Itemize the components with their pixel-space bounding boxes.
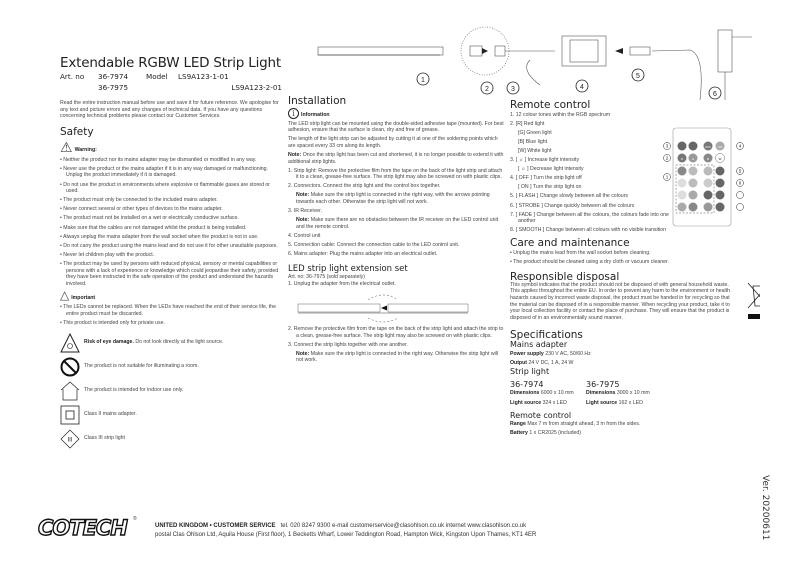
footer-country: UNITED KINGDOM • CUSTOMER SERVICE — [155, 523, 276, 529]
list-item: • This product is intended only for private use. — [60, 320, 282, 327]
remote-illustration — [662, 125, 746, 229]
note-text: Make sure there are no obstacles between the IR receiver on the LED control unit and the remote control. — [296, 217, 499, 230]
note-label: Note: — [296, 217, 310, 224]
class2-text: Class II mains adapter. — [84, 411, 137, 418]
remote-item: 1. 12 colour tones within the RGB spectrum — [510, 111, 611, 118]
list-item: • Never connect several or other types of devices to the mains adapter. — [60, 206, 282, 213]
note-text: Make sure the strip light is connected in the right way. Otherwise the strip light will not work. — [296, 350, 499, 364]
step-item: 6. Mains adapter: Plug the mains adapter into an electrical outlet. — [288, 251, 438, 258]
remote-button-on: ON — [717, 145, 723, 149]
spec-value: 162 x LED — [618, 399, 643, 406]
remote-item: [G] Green light — [518, 129, 552, 136]
installation-heading: Installation — [288, 95, 347, 107]
middle-column — [288, 95, 506, 366]
indoor-text: The product is intended for indoor use only. — [84, 387, 184, 394]
remote-callout-6: 6 — [738, 180, 742, 186]
art-no-1: 36-7974 — [98, 72, 129, 81]
safety-heading: Safety — [60, 125, 94, 138]
information-label: Information — [301, 112, 330, 118]
spec-label: Dimensions — [586, 390, 616, 397]
spec-label: Light source — [510, 399, 542, 406]
remote-item: 8. [ SMOOTH ] Change between all colours with no visible transition — [510, 227, 666, 234]
spec-label: Battery — [510, 430, 528, 437]
class-iii-icon — [60, 429, 80, 449]
article-numbers — [60, 71, 282, 93]
extension-art: Art. no: 36-7975 (sold separately) — [288, 274, 365, 281]
indoor-use-icon — [60, 381, 80, 401]
spec-value: 3000 x 10 mm — [616, 390, 650, 397]
strip-heading: Strip light — [510, 367, 550, 377]
step-item: 1. Strip light: Remove the protective film from the tape on the back of the light strip and attach it to a clean, grease-free surface. The strip light may also be screwed on with plastic clips. — [288, 167, 503, 181]
list-item: • The product must only be connected to the included mains adapter. — [60, 197, 282, 204]
warning-label: Warning: — [74, 147, 97, 154]
callout-5: 5 — [636, 73, 640, 80]
care-heading: Care and maintenance — [510, 236, 630, 249]
disposal-heading: Responsible disposal — [510, 271, 620, 284]
remote-callout-1: 1 — [665, 174, 669, 180]
list-item: • The LEDs cannot be replaced. When the LEDs have reached the end of their service life, the entire product must be discarded. — [60, 304, 282, 317]
spec-value: 6000 x 10 mm — [540, 390, 574, 397]
room-text: The product is not suitable for illuminating a room. — [84, 363, 199, 370]
weee-bin-icon — [747, 282, 760, 322]
remote-item: [ ☼ ] Decrease light intensity — [518, 166, 584, 173]
spec-art-2: 36-7975 — [586, 379, 620, 389]
extension-step-3: 3. Connect the strip lights together with one another. — [288, 341, 408, 348]
page-title: Extendable RGBW LED Strip Light — [60, 55, 281, 71]
remote-button-r: R — [680, 157, 684, 161]
install-paragraph: The length of the light strip can be adjusted by cutting it at one of the soldering points which are spaced every 33 cm along its length. — [288, 136, 498, 149]
install-paragraph: The LED strip light can be mounted using the double-sided adhesive tape (mounted). For best adhesion, ensure that the surface is clean, dry and free of grease. — [288, 120, 504, 134]
footer-contact — [155, 522, 536, 539]
callout-4: 4 — [580, 84, 584, 91]
list-item: • The product should be cleaned using a dry cloth or vacuum cleaner. — [510, 259, 760, 266]
list-item: • Never let children play with the product. — [60, 252, 282, 259]
eye-warning-text: Do not look directly at the light source. — [135, 339, 224, 346]
important-list — [60, 304, 282, 326]
spec-label: Output — [510, 360, 527, 367]
important-icon: △ — [60, 288, 70, 303]
model-label: Model — [146, 72, 168, 81]
callout-1: 1 — [421, 77, 425, 84]
left-column — [60, 55, 282, 453]
registered-mark: ® — [133, 516, 137, 522]
remote-callout-2: 2 — [665, 155, 669, 161]
intro-text: Read the entire instruction manual before use and save it for future reference. We apologise for any text and picture errors and any changes of technical data. If you have any questions concerning technical problems please contact our Customer Services. — [60, 100, 279, 120]
remote-item: 3. [ ☼ ] Increase light intensity — [510, 157, 580, 164]
list-item: • Do not carry the product using the mains lead and do not use it for other unsuitable purposes. — [60, 243, 282, 250]
note-label: Note: — [296, 350, 310, 357]
remote-item: 6. [ STROBE ] Change quickly between all the colours — [510, 202, 635, 209]
extension-diagram — [288, 290, 506, 324]
list-item: • Do not use the product in environments where explosive or flammable gases are stored or used. — [60, 182, 282, 195]
callout-6: 6 — [713, 91, 717, 98]
version-label: Ver. 20200611 — [760, 475, 770, 541]
spec-label: Range — [510, 421, 526, 428]
list-item: • Always unplug the mains adapter from the wall socket when the product is not in use. — [60, 234, 282, 241]
disposal-text: This symbol indicates that the product should not be disposed of with general household waste. This applies throughout the entire EU. In order to prevent any harm to the environment or health hazards caused by incorrect waste disposal, the product must be handed in for recycling so that the material can be disposed of in a responsible manner. When recycling your product, take it to your local collection facility or contact the place of purchase. They will ensure that the product is disposed of in an environmentally sound manner. — [510, 281, 731, 321]
spec-value: 230 V AC, 50/60 Hz — [545, 351, 591, 358]
footer-contact-details: tel. 020 8247 9300 e-mail customerservice@clasohlson.co.uk internet www.clasohlson.co.uk — [280, 523, 527, 529]
no-room-lighting-icon — [60, 357, 80, 377]
remote-item: [B] Blue light — [518, 138, 548, 145]
spec-value: 24 V DC, 1 A, 24 W — [528, 360, 574, 367]
symbol-list — [60, 333, 282, 449]
class-ii-icon — [60, 405, 80, 425]
remote-spec-heading: Remote control — [510, 410, 572, 420]
extension-step-1: 1. Unplug the adapter from the electrical outlet. — [288, 280, 396, 287]
list-item: • The product may be used by persons with reduced physical, sensory or mental capabilities or persons with a lack of experience or knowledge which could jeopardise their safety, provided they have been instructed in the safe operation of the product and understand the hazards involved. — [60, 261, 282, 287]
list-item: • Never use the product or the mains adapter if it is in any way damaged or malfunctioning. Unplug the product immediately if it is damaged. — [60, 166, 282, 179]
art-label: Art. no — [60, 72, 85, 81]
note-label: Note: — [288, 151, 302, 158]
remote-button-w: W — [718, 157, 722, 161]
brand-logo — [38, 515, 128, 541]
list-item: • Unplug the mains lead from the wall socket before cleaning. — [510, 250, 760, 257]
footer-postal-address: postal Clas Ohlson Ltd, Aquila House (First floor), 1 Becketts Wharf, Lower Teddington Road, Hampton Wick, Kingston Upon Thames, KT1 4ER — [155, 531, 537, 538]
information-icon: i — [288, 108, 299, 119]
cotech-logo: COTECH — [38, 516, 127, 540]
remote-callout-4: 4 — [738, 143, 742, 149]
list-item: • Neither the product nor its mains adapter may be dismantled or modified in any way. — [60, 157, 282, 164]
spec-label: Light source — [586, 399, 618, 406]
step-item: 4. Control unit — [288, 232, 321, 239]
warning-icon: ⚠ — [60, 138, 73, 155]
warning-list — [60, 157, 282, 288]
remote-callout-3: 3 — [665, 143, 669, 149]
important-label: Important — [71, 294, 96, 301]
step-item: 2. Connectors. Connect the strip light and the control box together. — [288, 183, 441, 190]
class3-text: Class III strip light — [84, 435, 125, 442]
spec-value: 324 x LED — [542, 399, 567, 406]
svg-text:III: III — [67, 437, 73, 444]
list-item: • Make sure that the cables are not damaged whilst the product is being installed. — [60, 225, 282, 232]
remote-item: 7. [ FADE ] Change between all the colours, the colours fade into one another — [510, 211, 669, 225]
extension-heading: LED strip light extension set — [288, 263, 408, 274]
remote-item: [W] White light — [518, 147, 552, 154]
remote-item: 4. [ OFF ] Turn the strip light off — [510, 175, 582, 182]
adapter-heading: Mains adapter — [510, 340, 568, 350]
diagram-callouts — [417, 69, 721, 99]
spec-label: Dimensions — [510, 390, 540, 397]
remote-button-g: G — [691, 157, 695, 161]
eye-warning-bold: Risk of eye damage. — [84, 339, 134, 346]
remote-item: 2. [R] Red light — [510, 120, 545, 127]
remote-callout-5: 5 — [738, 168, 742, 174]
note-text: Once the strip light has been cut and shortened, it is no longer possible to extend it with additional strip lights. — [288, 151, 504, 165]
art-no-2: 36-7975 — [98, 83, 129, 92]
callout-3: 3 — [511, 86, 515, 93]
extension-step-2: 2. Remove the protective film from the tape on the back of the strip light and attach the strip to a clean, grease-free surface. The strip light may also be screwed on with plastic clips. — [288, 325, 504, 339]
callout-2: 2 — [485, 86, 489, 93]
product-overview-diagram — [290, 0, 802, 100]
model-1: LS9A123-1-01 — [178, 72, 229, 81]
remote-button-b: B — [706, 157, 710, 161]
step-item: 5. Connection cable: Connect the connection cable to the LED control unit. — [288, 242, 460, 248]
remote-item: 5. [ FLASH ] Change slowly between all the colours — [510, 193, 628, 200]
note-label: Note: — [296, 192, 310, 199]
eye-hazard-icon — [60, 333, 80, 353]
spec-art-1: 36-7974 — [510, 379, 544, 389]
list-item: • The product must not be installed on a wet or electrically conductive surface. — [60, 215, 282, 222]
spec-value: 1 x CR2025 (included) — [529, 430, 581, 437]
remote-item: [ ON ] Turn the strip light on — [518, 184, 582, 191]
note-text: Make sure the strip light is connected in the right way, with the arrows pointing towards each other. Otherwise the strip light will not work. — [296, 192, 490, 206]
spec-value: Max 7 m from straight ahead, 3 m from the sides. — [527, 421, 641, 428]
model-2: LS9A123-2-01 — [231, 83, 282, 92]
remote-heading: Remote control — [510, 99, 591, 111]
remote-button-off: OFF — [705, 145, 711, 149]
step-item: 3. IR Receiver. — [288, 208, 323, 215]
spec-label: Power supply — [510, 351, 544, 358]
specs-heading: Specifications — [510, 328, 583, 341]
